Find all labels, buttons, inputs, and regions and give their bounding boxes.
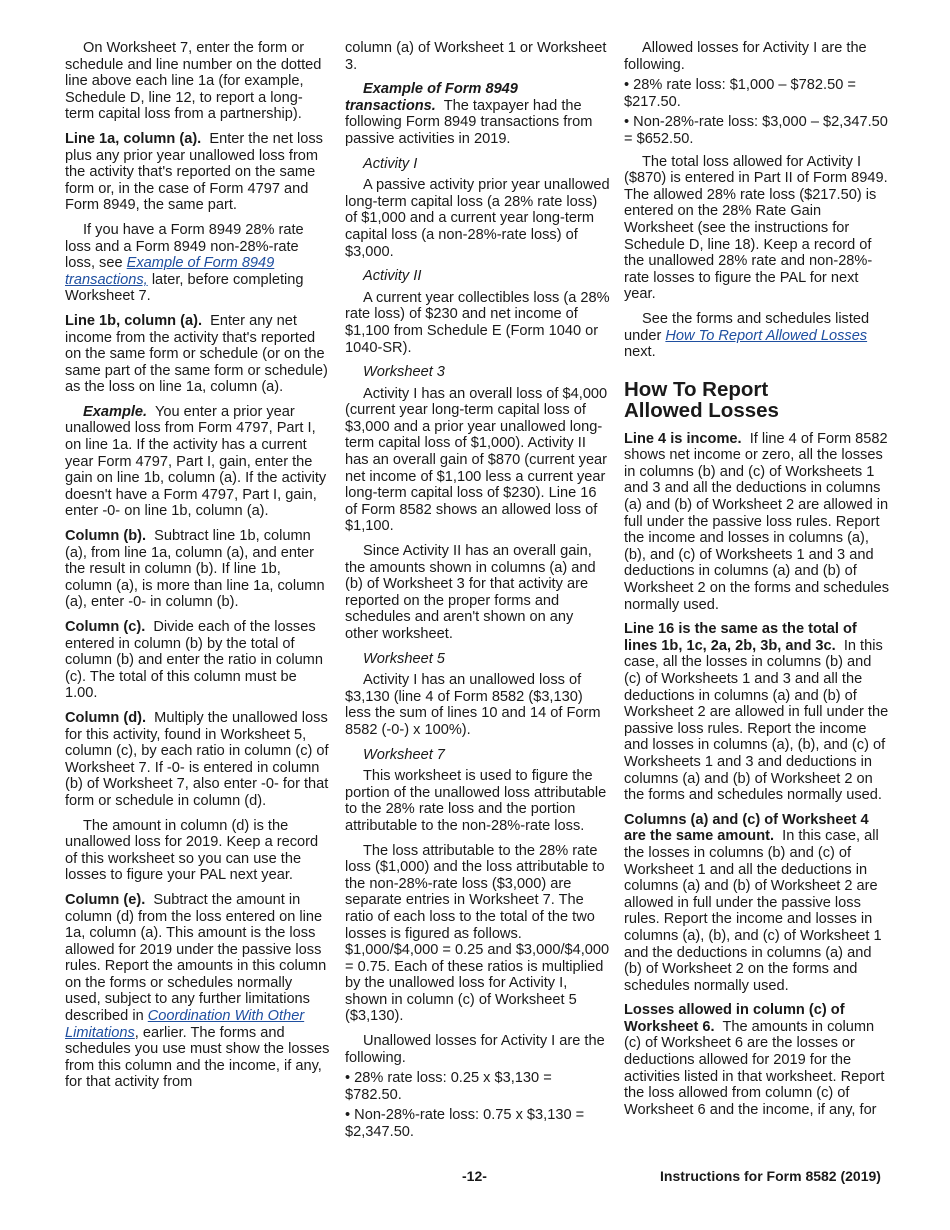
paragraph-text: In this case, all the losses in columns (b) and (c) of Worksheets 1 and 3 and all the deductions in columns (a) and (b) of Worksheet 2 are allowed in full under the passive loss rules. Report the income and losses in columns (a), (b), and (c) of Worksheets 1 and 3 and deductions in columns (a) and (b) of Worksheet 2 on the forms and schedules normally used. — [624, 637, 889, 804]
subheading: Worksheet 5 — [363, 650, 445, 667]
paragraph-text: If line 4 of Form 8582 shows net income or zero, all the losses in columns (b) and (c) of Worksheets 1 and 3 and all the deductions in columns (a) and (b) of Worksheet 2 are allowed in full under the passive loss rules. Report the income and losses in columns (a), (b), and (c) of Worksheets 1 and 3 and deductions in columns (a) and (b) of Worksheet 2 on the forms and schedules normally used. — [624, 430, 889, 613]
run-in-heading: Line 16 is the same as the total of lines 1b, 1c, 2a, 2b, 3b, and 3c. — [624, 621, 857, 654]
paragraph: Activity I has an overall loss of $4,000 (current year long-term capital loss of $3,000 and a prior year unallowed long-term capital loss of $1,000). Activity II has an overall gain of $870 (current year net income of $1,100 less a current year long-term capital loss of $230). Line 16 of Form 8582 shows an allowed loss of $1,100. — [345, 385, 608, 535]
paragraph — [65, 222, 330, 305]
paragraph: A current year collectibles loss (a 28% rate loss) of $230 and net income of $1,100 from Schedule E (Form 1040 or 1040-SR). — [345, 289, 610, 356]
paragraph: The loss attributable to the 28% rate loss ($1,000) and the loss attributable to the non-28%-rate loss ($3,000) are separate entries in Worksheet 7. The ratio of each loss to the total of the two losses is figured as follows. $1,000/$4,000 = 0.25 and $3,000/$4,000 = 0.75. Each of these ratios is multiplied by the unallowed loss for Activity I, shown in column (c) of Worksheet 5 ($3,130). — [345, 842, 610, 1025]
link-coordination-limitations[interactable]: Coordination With Other Limitations — [65, 1008, 305, 1041]
paragraph-text: On Worksheet 7, enter the form or schedule and line number on the dotted line above each line 1a (for example, Schedule D, line 12, to report a long-term capital loss from a partnership). — [65, 40, 322, 123]
paragraph-text: In this case, all the losses in columns (b) and (c) of Worksheet 1 and all the deductions in columns (a) and (b) of Worksheet 2 are allowed in full under the passive loss rules. Report the income and losses in columns (a), (b), and (c) of Worksheet 1 and the deductions in columns (a) and (b) of Worksheet 2 on the forms and schedules normally used. — [624, 828, 882, 994]
run-in-heading: Losses allowed in column (c) of Worksheet 6. — [624, 1002, 845, 1035]
paragraph — [624, 311, 889, 361]
run-in-heading: Column (e). — [65, 891, 146, 908]
column-right — [624, 40, 889, 1126]
run-in-heading: Line 4 is income. — [624, 430, 742, 447]
paragraph — [65, 313, 330, 396]
form-reference: Instructions for Form 8582 (2019) — [660, 1168, 881, 1184]
run-in-heading: Column (c). — [65, 619, 146, 635]
paragraph-text: Enter the net loss plus any prior year unallowed loss from the activity that's reported on the same form or, in the case of Form 4797 and Form 8949, the same part. — [65, 130, 323, 214]
link-how-to-report[interactable]: How To Report Allowed Losses — [665, 327, 868, 344]
link-example-8949[interactable]: Example of Form 8949 transactions, — [65, 255, 275, 288]
paragraph-text: You enter a prior year unallowed loss from Form 4797, Part I, on line 1a. If the activity has a current year Form 4797, Part I, gain, enter the gain on line 1b, column (a). If the activity doesn't have a Form 4797, Part I, gain, enter -0- on line 1b, column (a). — [65, 403, 327, 520]
page-number: -12- — [462, 1168, 487, 1184]
paragraph-text: See the forms and schedules listed under — [624, 310, 870, 344]
section-heading-line: Allowed Losses — [624, 398, 779, 422]
paragraph-text: next. — [624, 344, 656, 361]
subheading: Activity II — [363, 268, 422, 285]
paragraph — [624, 812, 889, 995]
run-in-heading: Column (d). — [65, 709, 147, 726]
section-heading-line: How To Report — [624, 377, 769, 401]
paragraph-text: later, before completing Worksheet 7. — [65, 271, 304, 305]
paragraph: The total loss allowed for Activity I ($870) is entered in Part II of Form 8949. The allowed 28% rate loss ($217.50) is entered on the 28% Rate Gain Worksheet (see the instructions for Schedule D, line 18). Keep a record of the unallowed 28% rate and non-28%-rate losses to figure the PAL for next year. — [624, 153, 888, 303]
paragraph-text: The taxpayer had the following Form 8949 transactions from passive activities in 2019. — [345, 97, 593, 147]
paragraph: Unallowed losses for Activity I are the following. — [345, 1033, 605, 1066]
paragraph-text: The amount in column (d) is the unallowed loss for 2019. Keep a record of this worksheet so you can use the losses to figure your PAL next year. — [65, 817, 319, 884]
run-in-heading: Line 1a, column (a). — [65, 130, 202, 147]
paragraph — [65, 404, 330, 520]
paragraph — [345, 40, 610, 73]
run-in-heading: Example. — [83, 403, 148, 420]
run-in-heading: Example of Form 8949 transactions. — [345, 81, 518, 114]
paragraph-text: Enter any net income from the activity that's reported on the same form or schedule (or on the same part of the same form or schedule) as the loss on line 1a, column (a). — [65, 312, 328, 396]
paragraph-text: , earlier. The forms and schedules you use must show the losses from this column and the income, if any, for that activity from — [65, 1024, 330, 1091]
run-in-heading: Columns (a) and (c) of Worksheet 4 are the same amount. — [624, 811, 869, 845]
paragraph: Activity I has an unallowed loss of $3,130 (line 4 of Form 8582 ($3,130) less the sum of lines 10 and 14 of Form 8582 (-0-) x 100%). — [345, 672, 601, 738]
column-middle — [345, 40, 610, 1145]
paragraph — [345, 81, 610, 147]
section-heading — [624, 379, 889, 421]
paragraph-text: If you have a Form 8949 28% rate loss and a Form 8949 non-28%-rate loss, see — [65, 221, 304, 272]
paragraph — [65, 131, 330, 214]
column-left — [65, 40, 330, 1099]
paragraph — [65, 528, 330, 611]
paragraph: Allowed losses for Activity I are the following. — [624, 40, 867, 73]
paragraph-text: column (a) of Worksheet 1 or Worksheet 3. — [345, 40, 607, 73]
paragraph-text: Multiply the unallowed loss for this activity, found in Worksheet 5, column (c), by each ratio in column (c) of Worksheet 7. If -0- is entered in column (b) of Worksheet 7, also enter -0- for that form or schedule in column (d). — [65, 709, 329, 809]
paragraph — [624, 1002, 889, 1118]
paragraph-text: The amounts in column (c) of Worksheet 6 are the losses or deductions allowed for 2019 for the activities listed in that worksheet. Report the loss allowed from column (c) of Worksheet 6 and the income, if any, for — [624, 1018, 885, 1118]
paragraph — [65, 892, 330, 1091]
bullet-item: • 28% rate loss: $1,000 – $782.50 = $217.50. — [624, 77, 856, 110]
bullet-item: • 28% rate loss: 0.25 x $3,130 = $782.50. — [345, 1070, 552, 1103]
paragraph: A passive activity prior year unallowed long-term capital loss (a 28% rate loss) of $1,000 and a current year long-term capital loss (a non-28%-rate loss) of $3,000. — [345, 177, 610, 260]
bullet-item: • Non-28%-rate loss: 0.75 x $3,130 = $2,347.50. — [345, 1107, 585, 1141]
paragraph: This worksheet is used to figure the portion of the unallowed loss attributable to the 28% rate loss and the portion attributable to the non-28%-rate loss. — [345, 768, 607, 834]
paragraph — [65, 818, 330, 884]
paragraph — [624, 621, 889, 804]
paragraph-text: Subtract line 1b, column (a), from line 1a, column (a), and enter the result in column (b). If line 1b, column (a), is more than line 1a, column (a), enter -0- in column (b). — [65, 528, 325, 611]
paragraph — [65, 619, 330, 702]
subheading: Activity I — [363, 155, 418, 172]
run-in-heading: Column (b). — [65, 528, 147, 545]
paragraph — [65, 40, 330, 123]
paragraph: Since Activity II has an overall gain, the amounts shown in columns (a) and (b) of Worksheet 3 for that activity are reported on the proper forms and schedules and aren't shown on any other worksheet. — [345, 543, 596, 642]
run-in-heading: Line 1b, column (a). — [65, 312, 203, 329]
bullet-item: • Non-28%-rate loss: $3,000 – $2,347.50 = $652.50. — [624, 114, 888, 147]
subheading: Worksheet 3 — [363, 364, 445, 381]
paragraph-text: Subtract the amount in column (d) from the loss entered on line 1a, column (a). This amount is the loss allowed for 2019 under the passive loss rules. Report the amounts in this column on the forms or schedules normally used, subject to any further limitations described in — [65, 891, 327, 1025]
paragraph — [624, 431, 889, 614]
subheading: Worksheet 7 — [363, 746, 445, 763]
paragraph-text: Divide each of the losses entered in column (b) by the total of column (b) and enter the ratio in column (c). The total of this column must be 1.00. — [65, 619, 323, 702]
paragraph — [65, 710, 330, 810]
